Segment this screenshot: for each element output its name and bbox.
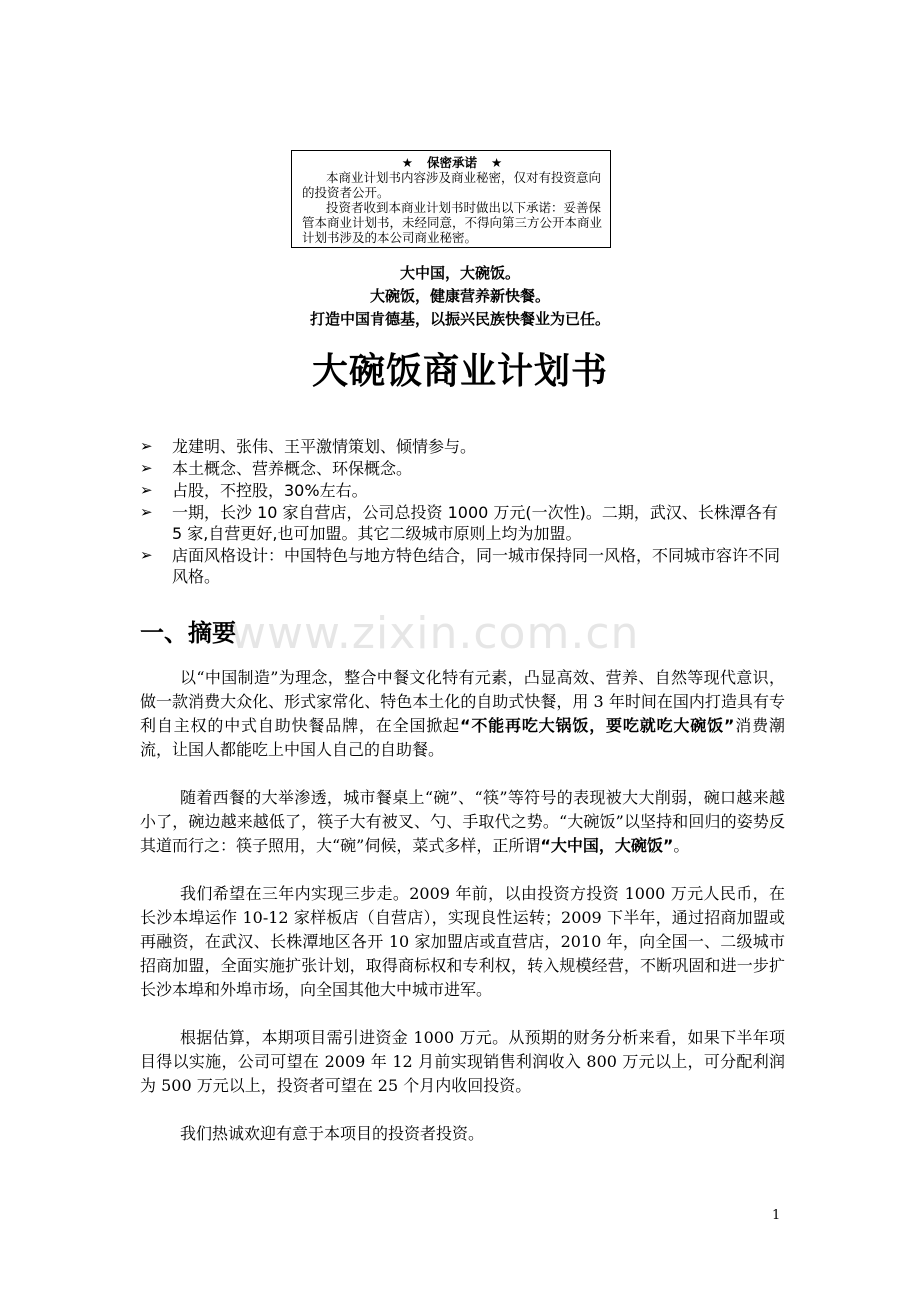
document-title: 大碗饭商业计划书 xyxy=(311,351,608,392)
bullet-item xyxy=(140,480,790,501)
paragraph xyxy=(140,666,785,762)
bullet-item xyxy=(140,545,790,587)
paragraph-text: 随着西餐的大举渗透，城市餐桌上“碗”、“筷”等符号的表现被大大削弱，碗口越来越小了，碗边越来越低了，筷子大有被叉、勺、手取代之势。“大碗饭”以坚持和回归的姿势反其道而行之：筷子照用，大“碗”伺候，菜式多样，正所谓 xyxy=(140,788,785,855)
slogans xyxy=(0,262,920,331)
arrow-bullet-icon: ➢ xyxy=(140,481,153,499)
star-icon: ★ xyxy=(401,155,413,170)
notice-title-text: 保密承诺 xyxy=(426,155,477,170)
slogan-line: 打造中国肯德基，以振兴民族快餐业为已任。 xyxy=(309,310,610,328)
confidentiality-notice-box xyxy=(291,150,611,248)
notice-title xyxy=(302,155,602,170)
paragraph-text: 以“中国制造”为理念，整合中餐文化特有元素，凸显高效、营养、自然等现代意识，做一款消费大众化、形式家常化、特色本土化的自助式快餐，用 3 年时间在国内打造具有专利自主权的中式自助快餐品牌，在全国掀起 xyxy=(140,668,785,735)
bullet-text: 占股，不控股，30%左右。 xyxy=(172,481,368,500)
bullet-text: 店面风格设计：中国特色与地方特色结合，同一城市保持同一风格，不同城市容许不同风格。 xyxy=(172,546,781,586)
bullet-text: 一期，长沙 10 家自营店，公司总投资 1000 万元(一次性)。二期，武汉、长株潭各有 5 家,自营更好,也可加盟。其它二级城市原则上均为加盟。 xyxy=(172,503,778,543)
bold-phrase: “不能再吃大锅饭，要吃就吃大碗饭” xyxy=(459,716,735,735)
paragraph: 根据估算，本期项目需引进资金 1000 万元。从预期的财务分析来看，如果下半年项目得以实施，公司可望在 2009 年 12 月前实现销售利润收入 800 万元以上，可分配利润为 500 万元以上，投资者可望在 25 个月内收回投资。 xyxy=(140,1028,785,1095)
page-number: 1 xyxy=(772,1208,781,1223)
notice-line-1: 本商业计划书内容涉及商业秘密，仅对有投资意向的投资者公开。 xyxy=(302,170,602,200)
star-icon: ★ xyxy=(491,155,503,170)
bullet-text: 本土概念、营养概念、环保概念。 xyxy=(172,459,413,478)
paragraph xyxy=(140,786,785,858)
bullet-item xyxy=(140,458,790,479)
arrow-bullet-icon: ➢ xyxy=(140,459,153,477)
paragraph-text: 消费潮流，让国人都能吃上中国人自己的自助餐。 xyxy=(140,716,785,759)
notice-line-2: 投资者收到本商业计划书时做出以下承诺：妥善保管本商业计划书，未经同意，不得向第三方公开本商业计划书涉及的本公司商业秘密。 xyxy=(302,200,603,245)
slogan-line: 大碗饭，健康营养新快餐。 xyxy=(369,287,550,305)
bold-phrase: “大中国，大碗饭” xyxy=(540,836,674,855)
paragraph: 我们热诚欢迎有意于本项目的投资者投资。 xyxy=(180,1124,485,1143)
bullet-item xyxy=(140,436,790,457)
paragraph-text: 。 xyxy=(673,836,690,855)
bullet-list xyxy=(140,436,790,588)
section-heading: 一、摘要 xyxy=(140,619,236,647)
slogan-line: 大中国，大碗饭。 xyxy=(399,264,520,282)
arrow-bullet-icon: ➢ xyxy=(140,546,153,564)
bullet-item xyxy=(140,502,790,544)
summary-body xyxy=(140,666,785,1170)
bullet-text: 龙建明、张伟、王平激情策划、倾情参与。 xyxy=(172,437,477,456)
paragraph: 我们希望在三年内实现三步走。2009 年前，以由投资方投资 1000 万元人民币，在长沙本埠运作 10-12 家样板店（自营店），实现良性运转；2009 下半年，通过招商加盟或再融资，在武汉、长株潭地区各开 10 家加盟店或直营店，2010 年，向全国一、二级城市招商加盟，全面实施扩张计划，取得商标权和专利权，转入规模经营，不断巩固和进一步扩长沙本埠和外埠市场，向全国其他大中城市进军。 xyxy=(140,884,785,999)
arrow-bullet-icon: ➢ xyxy=(140,503,153,521)
arrow-bullet-icon: ➢ xyxy=(140,437,153,455)
watermark: www.zixin.com.cn xyxy=(230,608,640,659)
